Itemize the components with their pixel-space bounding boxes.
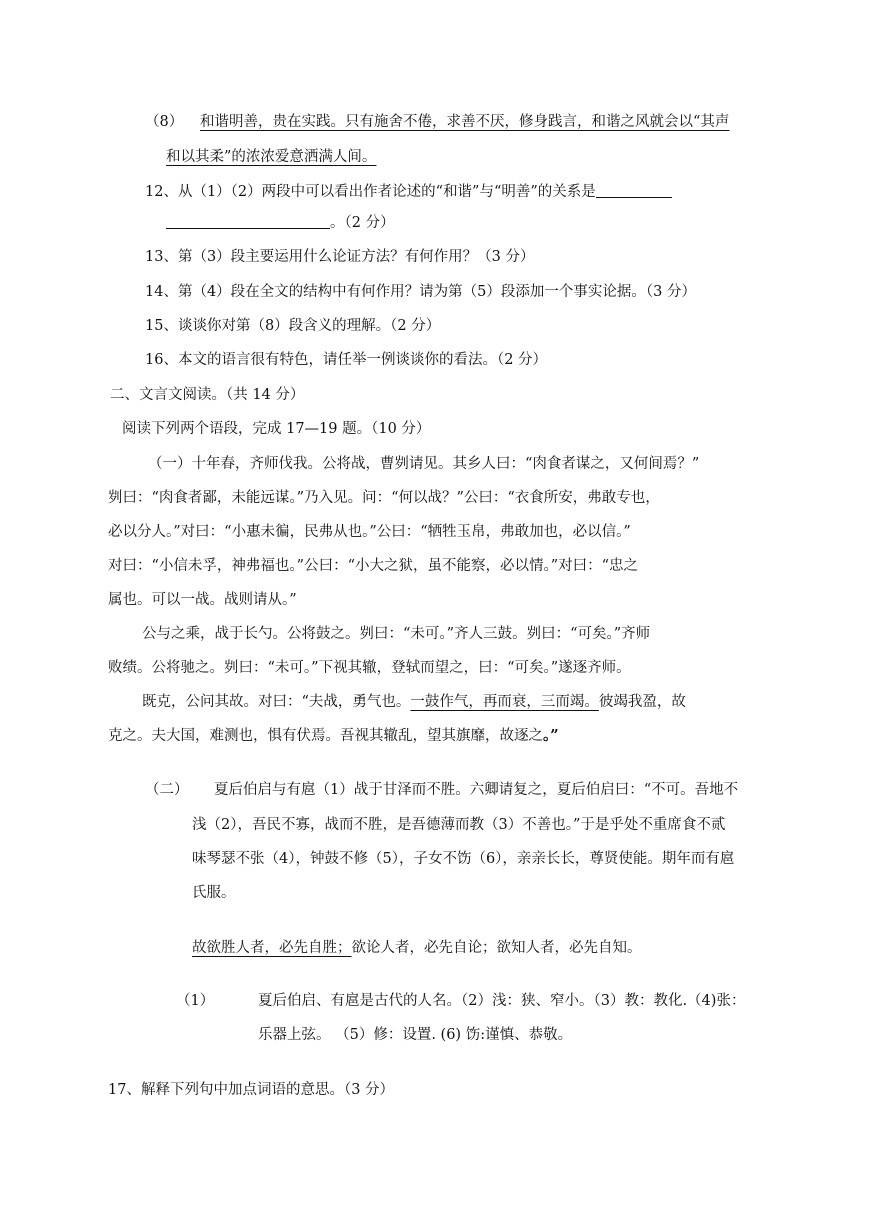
passage-1-line-5: 属也。可以一战。战则请从。” bbox=[108, 592, 297, 608]
answer-blank[interactable] bbox=[166, 212, 330, 229]
notes-number: （1） bbox=[176, 993, 215, 1009]
passage-1-line-9-closing: 。” bbox=[543, 727, 559, 744]
passage-2-line-4: 氏服。 bbox=[192, 885, 236, 901]
question-14: 14、第（4）段在全文的结构中有何作用？请为第（5）段添加一个事实论据。（3 分） bbox=[145, 284, 696, 300]
passage-1-line-8-start: 既克，公问其故。对曰：“夫战，勇气也。 bbox=[142, 694, 411, 710]
underlined-sentence: 一鼓作气，再而衰，三而竭。 bbox=[410, 694, 599, 710]
notes-line-1: 夏后伯启、有扈是古代的人名。（2）浅：狭、窄小。（3）教：教化.（4)张： bbox=[258, 993, 746, 1009]
passage-1-line-9 bbox=[108, 725, 559, 747]
section-2-title: 二、文言文阅读。（共 14 分） bbox=[110, 387, 305, 403]
passage-2-number: （二） bbox=[145, 782, 189, 798]
question-15: 15、谈谈你对第（8）段含义的理解。（2 分） bbox=[145, 318, 441, 334]
paragraph-8-line-2: 和以其柔”的浓浓爱意洒满人间。 bbox=[166, 149, 377, 165]
question-17: 17、解释下列句中加点词语的意思。（3 分） bbox=[108, 1082, 395, 1098]
passage-1-line-4: 对曰：“小信未孚，神弗福也。”公曰：“小大之狱，虽不能察，必以情。”对曰：“忠之 bbox=[108, 558, 639, 574]
passage-2-line-5 bbox=[192, 937, 642, 959]
question-12 bbox=[145, 181, 672, 203]
question-16: 16、本文的语言很有特色，请任举一例谈谈你的看法。（2 分） bbox=[145, 352, 548, 368]
passage-2-line-5-rest: 欲论人者，必先自论；欲知人者，必先自知。 bbox=[351, 940, 642, 956]
passage-1-line-2: 刿曰：“肉食者鄙，未能远谋。”乃入见。问：“何以战？”公曰：“衣食所安，弗敢专也， bbox=[108, 490, 660, 506]
paragraph-number-8: （8） bbox=[145, 114, 184, 130]
question-12-text: 12、从（1）（2）两段中可以看出作者论述的“和谐”与“明善”的关系是 bbox=[145, 184, 596, 200]
passage-1-line-8 bbox=[142, 691, 686, 713]
passage-1-line-8-end: 彼竭我盈，故 bbox=[598, 694, 686, 710]
passage-2-line-1: 夏后伯启与有扈（1）战于甘泽而不胜。六卿请复之，夏后伯启曰：“不可。吾地不 bbox=[214, 782, 739, 798]
question-13: 13、第（3）段主要运用什么论证方法？有何作用？（3 分） bbox=[145, 249, 535, 265]
passage-2-line-3: 味琴瑟不张（4），钟鼓不修（5），子女不饬（6），亲亲长长，尊贤使能。期年而有扈 bbox=[192, 851, 735, 867]
passage-1-line-1: （一）十年春，齐师伐我。公将战，曹刿请见。其乡人曰：“肉食者谋之，又何间焉？” bbox=[148, 456, 700, 472]
passage-1-line-9-text: 克之。夫大国，难测也，惧有伏焉。吾视其辙乱，望其旗靡，故逐之 bbox=[108, 728, 543, 744]
passage-1-line-3: 必以分人。”对曰：“小惠未徧，民弗从也。”公曰：“牺牲玉帛，弗敢加也，必以信。” bbox=[108, 524, 631, 540]
question-12-continued bbox=[166, 212, 395, 234]
passage-2-line-2: 浅（2），吾民不寡，战而不胜，是吾德薄而教（3）不善也。”于是乎处不重席食不贰 bbox=[192, 817, 726, 833]
passage-1-line-6: 公与之乘，战于长勺。公将鼓之。刿曰：“未可。”齐人三鼓。刿曰：“可矣。”齐师 bbox=[142, 626, 651, 642]
section-2-instruction: 阅读下列两个语段，完成 17—19 题。（10 分） bbox=[122, 421, 431, 437]
passage-1-line-7: 败绩。公将驰之。刿曰：“未可。”下视其辙，登轼而望之，曰：“可矣。”遂逐齐师。 bbox=[108, 660, 631, 676]
notes-line-2: 乐器上弦。 （5）修：设置. (6) 饬:谨慎、恭敬。 bbox=[258, 1027, 573, 1043]
question-12-score: 。（2 分） bbox=[330, 215, 395, 231]
paragraph-8-line-1: 和谐明善，贵在实践。只有施舍不倦，求善不厌，修身践言，和谐之风就会以“其声 bbox=[200, 114, 730, 130]
underlined-sentence: 故欲胜人者，必先自胜； bbox=[192, 940, 352, 956]
answer-blank[interactable] bbox=[596, 181, 672, 198]
